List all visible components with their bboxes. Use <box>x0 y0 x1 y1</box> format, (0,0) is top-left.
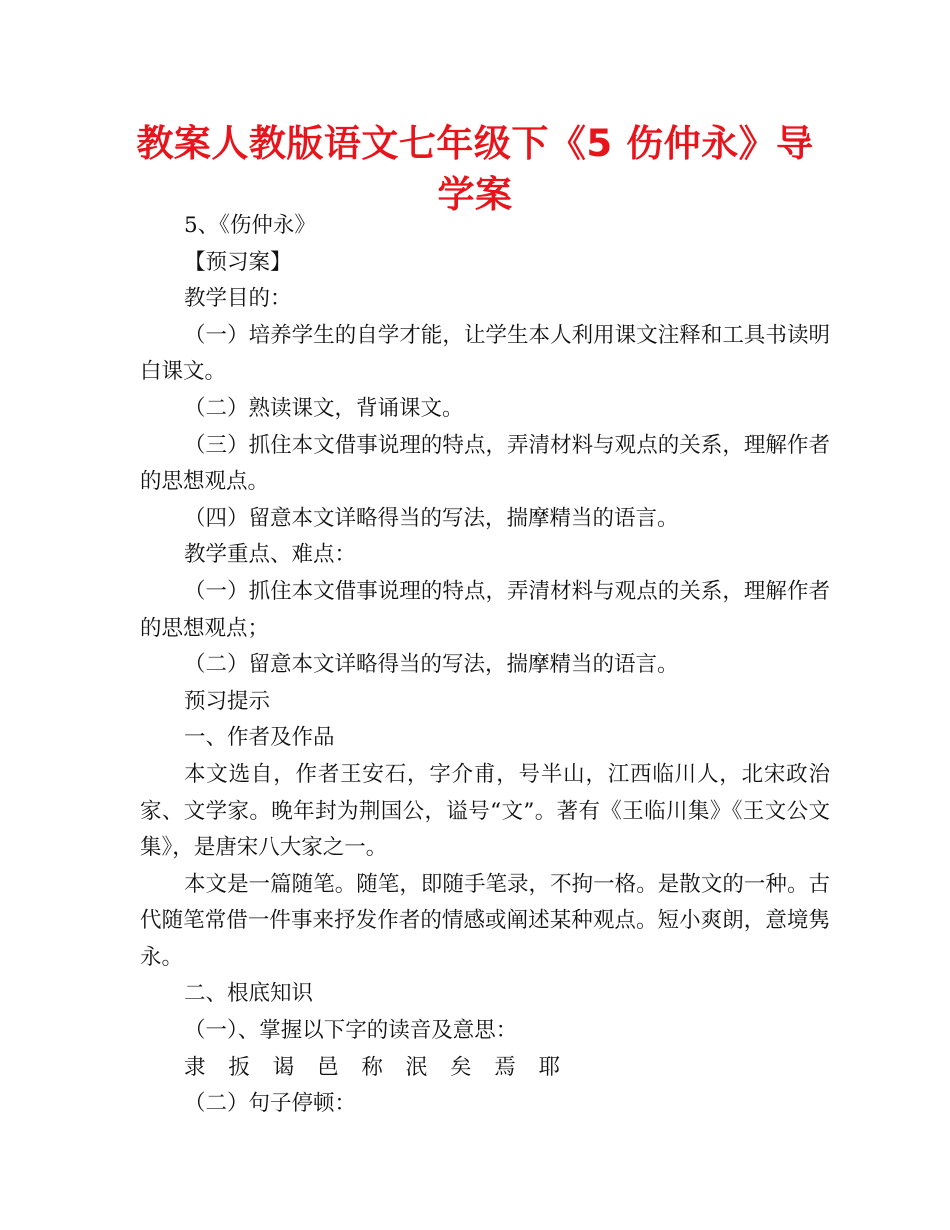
key-point-item: （一）抓住本文借事说理的特点，弄清材料与观点的关系，理解作者的思想观点； <box>140 578 830 641</box>
goal-item: （四）留意本文详略得当的写法，揣摩精当的语言。 <box>184 505 679 531</box>
pronunciation-instruction: （一）、掌握以下字的读音及意思： <box>184 1018 518 1044</box>
goal-item: （一）培养学生的自学才能，让学生本人利用课文注释和工具书读明白课文。 <box>140 322 830 385</box>
author-paragraph: 本文选自，作者王安石，字介甫，号半山，江西临川人，北宋政治家、文学家。晚年封为荆国公，谥号“文”。著有《王临川集》《王文公文集》，是唐宋八大家之一。 <box>140 761 830 861</box>
essay-genre-paragraph: 本文是一篇随笔。随笔，即随手笔录，不拘一格。是散文的一种。古代随笔常借一件事来抒发作者的情感或阐述某种观点。短小爽朗，意境隽永。 <box>140 871 830 970</box>
preview-tips-heading: 预习提示 <box>184 688 271 714</box>
key-points-heading: 教学重点、难点： <box>184 542 357 568</box>
basic-knowledge-heading: 二、根底知识 <box>184 981 314 1007</box>
document-title: 教案人教版语文七年级下《5 伤仲永》导学案 <box>136 122 814 216</box>
key-point-item: （二）留意本文详略得当的写法，揣摩精当的语言。 <box>184 652 679 678</box>
goal-item: （二）熟读课文，背诵课文。 <box>184 395 464 421</box>
lesson-heading: 5、《伤仲永》 <box>184 213 316 238</box>
author-works-heading: 一、作者及作品 <box>184 725 335 751</box>
document-body <box>140 208 830 1123</box>
goal-item: （三）抓住本文借事说理的特点，弄清材料与观点的关系，理解作者的思想观点。 <box>140 432 830 495</box>
sentence-pause-heading: （二）句子停顿： <box>184 1091 357 1117</box>
character-list: 隶 扳 谒 邑 称 泯 矣 焉 耶 <box>184 1054 569 1080</box>
teaching-goals-heading: 教学目的： <box>184 286 292 312</box>
section-preview-label: 【预习案】 <box>184 249 292 275</box>
